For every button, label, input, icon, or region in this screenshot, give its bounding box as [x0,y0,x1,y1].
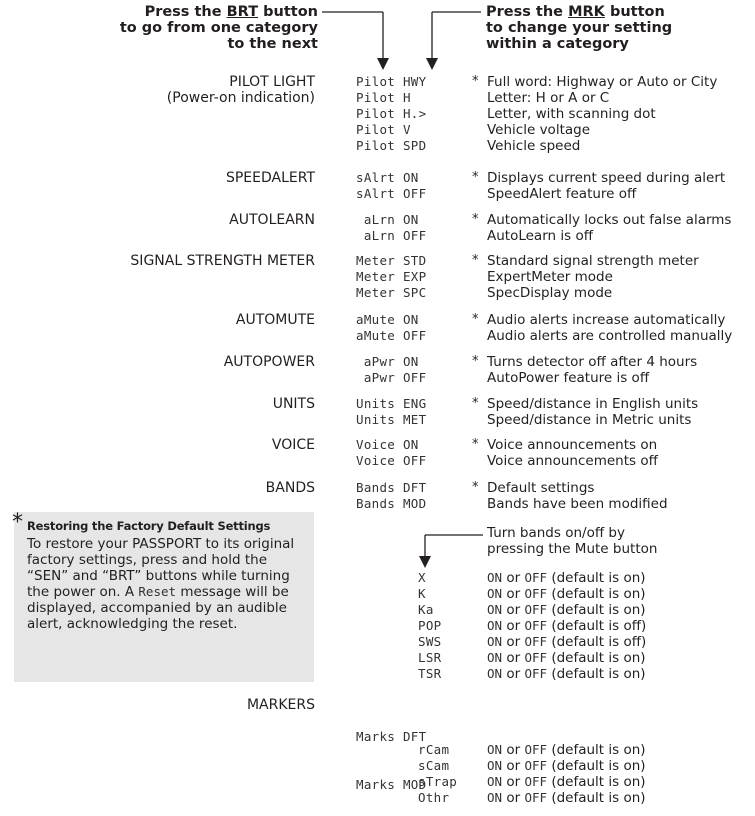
display-readout: Units MET [356,412,427,427]
default-marker: * [472,253,479,268]
setting-description: Letter, with scanning dot [487,106,656,122]
category-label: PILOT LIGHT (Power-on indication) [166,74,315,106]
mrk-arrowhead [426,58,438,70]
display-readout: Bands MOD [356,496,427,511]
brt-key: BRT [226,4,259,20]
category-label: UNITS [272,396,315,412]
setting-description: AutoLearn is off [487,228,594,244]
item-name: TSR [418,666,442,681]
bands-note: Turn bands on/off by pressing the Mute button [487,525,658,557]
item-setting: ON or OFF (default is on) [487,586,646,602]
category-label: AUTOMUTE [235,312,315,328]
setting-description: Automatically locks out false alarms [487,212,732,228]
mrk-instruction: Press the MRK button to change your setting within a category [486,4,673,52]
item-name: Ka [418,602,434,617]
display-readout: aMute OFF [356,328,427,343]
mrk-key: MRK [568,4,605,20]
item-setting: ON or OFF (default is off) [487,634,647,650]
setting-description: Vehicle voltage [487,122,591,138]
item-name: Othr [418,790,450,805]
category-label: AUTOLEARN [229,212,315,228]
setting-description: Audio alerts are controlled manually [487,328,733,344]
category-label: SIGNAL STRENGTH METER [130,253,315,269]
setting-description: Turns detector off after 4 hours [487,354,698,370]
item-setting: ON or OFF (default is on) [487,666,646,682]
note-title: Restoring the Factory Default Settings [27,519,271,533]
setting-description: ExpertMeter mode [487,269,613,285]
setting-description: AutoPower feature is off [487,370,650,386]
item-name: sCam [418,758,450,773]
setting-description: Standard signal strength meter [487,253,699,269]
category-markers: MARKERS [246,697,315,713]
setting-description: Voice announcements off [487,453,658,469]
default-marker: * [472,212,479,227]
item-name: LSR [418,650,442,665]
reset-word: Reset [138,584,177,599]
setting-description: Speed/distance in Metric units [487,412,692,428]
default-marker: * [472,354,479,369]
default-marker: * [472,437,479,452]
setting-description: Displays current speed during alert [487,170,726,186]
display-readout: aLrn OFF [356,228,427,243]
category-label: VOICE [271,437,315,453]
bands-arrowhead [419,556,431,568]
item-name: sTrap [418,774,458,789]
item-name: POP [418,618,442,633]
display-readout: Meter EXP [356,269,427,284]
setting-description: Letter: H or A or C [487,90,610,106]
setting-description: SpecDisplay mode [487,285,613,301]
item-setting: ON or OFF (default is on) [487,602,646,618]
display-readout: Units ENG [356,396,427,411]
setting-description: Full word: Highway or Auto or City [487,74,718,90]
setting-description: SpeedAlert feature off [487,186,637,202]
default-marker: * [472,480,479,495]
markers-display: Marks DFT Marks MOD [356,729,427,792]
item-setting: ON or OFF (default is on) [487,774,646,790]
category-label: SPEEDALERT [225,170,315,186]
setting-description: Audio alerts increase automatically [487,312,726,328]
note-asterisk: * [12,510,23,535]
display-readout: Voice ON [356,437,419,452]
display-readout: Pilot H.> [356,106,427,121]
brt-arrowhead [377,58,389,70]
display-readout: sAlrt OFF [356,186,427,201]
default-marker: * [472,312,479,327]
display-readout: Bands DFT [356,480,427,495]
display-readout: Pilot SPD [356,138,427,153]
item-setting: ON or OFF (default is off) [487,618,647,634]
item-name: X [418,570,426,585]
display-readout: Pilot HWY [356,74,427,89]
item-name: rCam [418,742,450,757]
display-readout: aPwr OFF [356,370,427,385]
setting-description: Default settings [487,480,595,496]
item-setting: ON or OFF (default is on) [487,570,646,586]
brt-instruction: Press the BRT button to go from one category to the next [119,4,318,52]
display-readout: Meter STD [356,253,427,268]
default-marker: * [472,74,479,89]
setting-description: Bands have been modified [487,496,668,512]
display-readout: Pilot H [356,90,411,105]
setting-description: Voice announcements on [487,437,658,453]
display-readout: Meter SPC [356,285,427,300]
item-name: SWS [418,634,442,649]
display-readout: aLrn ON [356,212,419,227]
item-setting: ON or OFF (default is on) [487,742,646,758]
category-label: BANDS [265,480,315,496]
item-name: K [418,586,426,601]
default-marker: * [472,396,479,411]
item-setting: ON or OFF (default is on) [487,650,646,666]
display-readout: aMute ON [356,312,419,327]
display-readout: sAlrt ON [356,170,419,185]
item-setting: ON or OFF (default is on) [487,790,646,806]
setting-description: Vehicle speed [487,138,581,154]
note-body: To restore your PASSPORT to its original factory settings, press and hold the “SEN” and “BRT” buttons while turning the power on. A Reset message will be displayed, accompanied by an audible alert, acknowledging the reset. [27,536,295,632]
display-readout: Voice OFF [356,453,427,468]
category-label: AUTOPOWER [223,354,315,370]
display-readout: Pilot V [356,122,411,137]
display-readout: aPwr ON [356,354,419,369]
setting-description: Speed/distance in English units [487,396,699,412]
item-setting: ON or OFF (default is on) [487,758,646,774]
default-marker: * [472,170,479,185]
